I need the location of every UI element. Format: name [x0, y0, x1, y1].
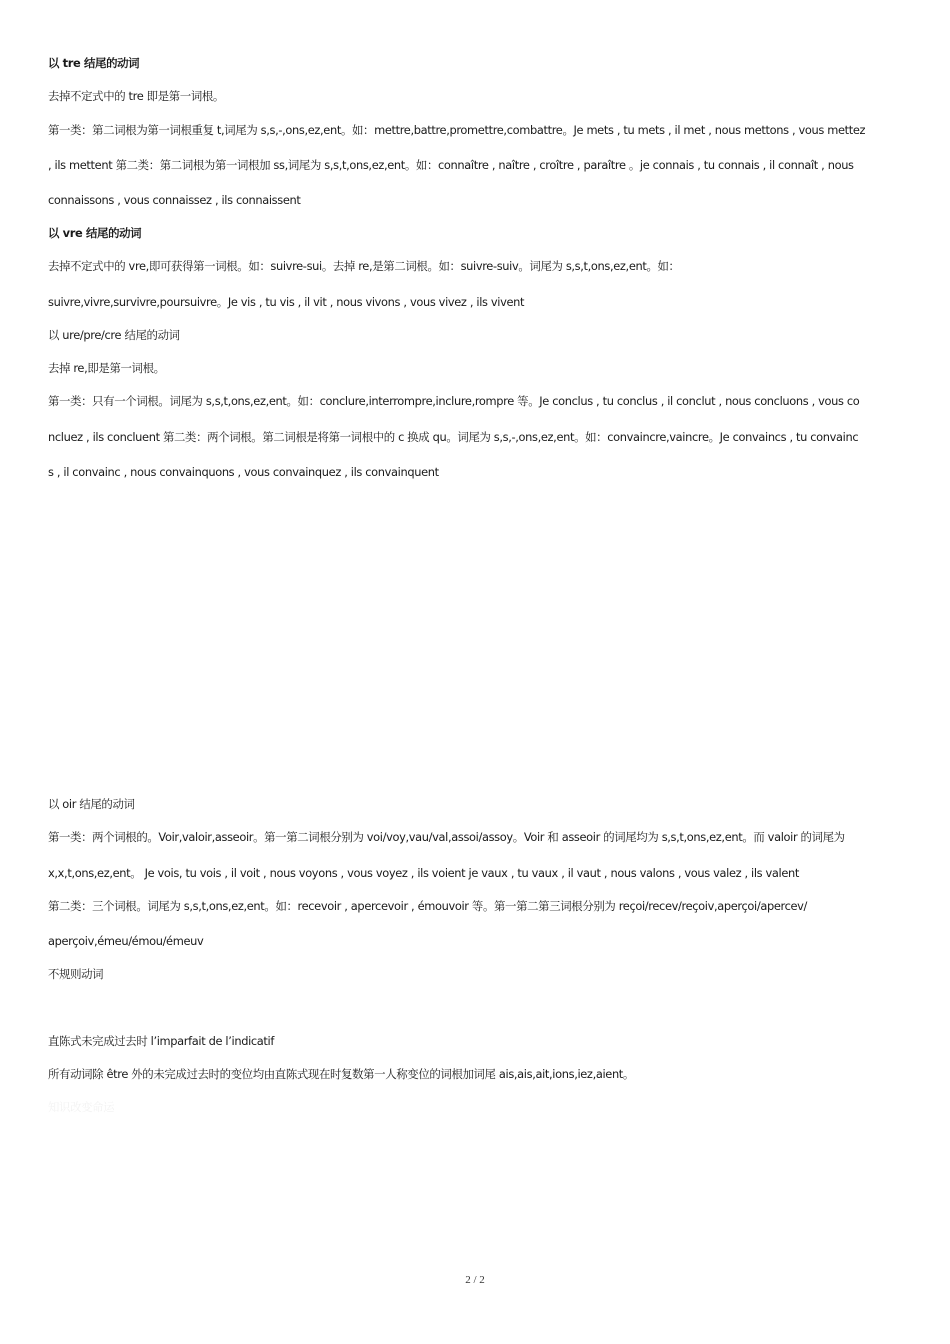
paragraph-line: s , il convainc , nous convainquons , vous convainquez , ils convainquent [48, 465, 439, 479]
paragraph-line: 所有动词除 être 外的未完成过去时的变位均由直陈式现在时复数第一人称变位的词根加词尾 ais,ais,ait,ions,iez,aient。 [48, 1067, 634, 1081]
paragraph-line: 第二类：三个词根。词尾为 s,s,t,ons,ez,ent。如：recevoir , apercevoir , émouvoir 等。第一第二第三词根分别为 reçoi/recev/reçoiv,aperçoi/apercev/ [48, 899, 808, 913]
paragraph-line: 第一类：只有一个词根。词尾为 s,s,t,ons,ez,ent。如：conclure,interrompre,inclure,rompre 等。Je conclus , tu conclus , il conclut , nous concluons , vous co [48, 394, 860, 408]
paragraph-line: connaissons , vous connaissez , ils connaissent [48, 193, 301, 207]
heading-irregular-verbs: 不规则动词 [48, 967, 104, 981]
paragraph-line: suivre,vivre,survivre,poursuivre。Je vis , tu vis , il vit , nous vivons , vous vivez , ils vivent [48, 295, 525, 309]
paragraph-line: 第一类：第二词根为第一词根重复 t,词尾为 s,s,-,ons,ez,ent。如：mettre,battre,promettre,combattre。Je mets , tu mets , il met , nous mettons , vous mettez [48, 123, 866, 137]
page-number: 2 / 2 [465, 1274, 485, 1286]
paragraph-line: , ils mettent 第二类：第二词根为第一词根加 ss,词尾为 s,s,t,ons,ez,ent。如：connaître , naître , croître , paraître 。je connais , tu connais , il connaît , nous [48, 158, 854, 172]
paragraph-line: ncluez , ils concluent 第二类：两个词根。第二词根是将第一词根中的 c 换成 qu。词尾为 s,s,-,ons,ez,ent。如：convaincre,vaincre。Je convaincs , tu convainc [48, 430, 859, 444]
paragraph-line: 去掉不定式中的 vre,即可获得第一词根。如：suivre-sui。去掉 re,是第二词根。如：suivre-suiv。词尾为 s,s,t,ons,ez,ent。如： [48, 259, 680, 273]
heading-oir-verbs: 以 oir 结尾的动词 [48, 797, 135, 811]
paragraph-line: aperçoiv,émeu/émou/émeuv [48, 934, 204, 948]
paragraph-line: 第一类：两个词根的。Voir,valoir,asseoir。第一第二词根分别为 voi/voy,vau/val,assoi/assoy。Voir 和 asseoir 的词尾均为 s,s,t,ons,ez,ent。而 valoir 的词尾为 [48, 830, 845, 844]
heading-tre-verbs: 以 tre 结尾的动词 [48, 56, 140, 70]
paragraph-line: 去掉不定式中的 tre 即是第一词根。 [48, 89, 224, 103]
watermark-text: 知识改变命运 [48, 1100, 115, 1114]
heading-vre-verbs: 以 vre 结尾的动词 [48, 226, 142, 240]
paragraph-line: x,x,t,ons,ez,ent。 Je vois, tu vois , il voit , nous voyons , vous voyez , ils voient je vaux , tu vaux , il vaut , nous valons , vous valez , ils valent [48, 866, 800, 880]
heading-ure-pre-cre-verbs: 以 ure/pre/cre 结尾的动词 [48, 328, 180, 342]
paragraph-line: 去掉 re,即是第一词根。 [48, 361, 165, 375]
heading-imparfait: 直陈式未完成过去时 l’imparfait de l’indicatif [48, 1034, 275, 1048]
